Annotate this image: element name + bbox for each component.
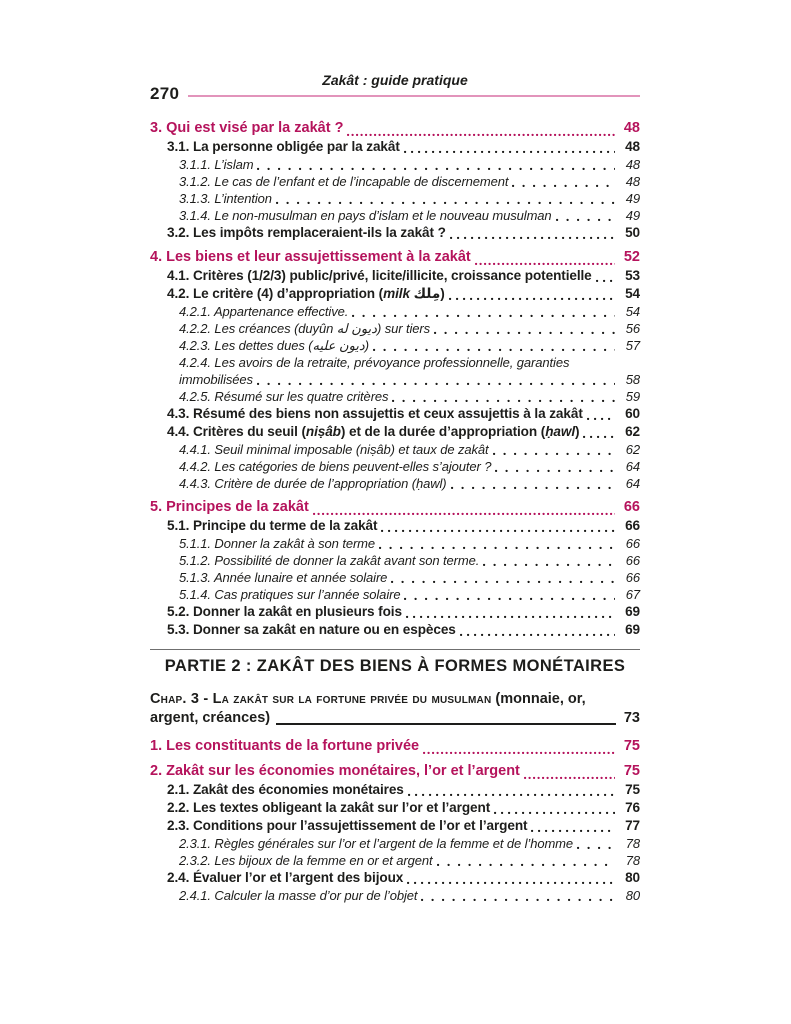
toc-entry-page: 56 bbox=[625, 321, 640, 336]
book-title: Zakât : guide pratique bbox=[322, 72, 468, 88]
toc-entry-label: 3. Qui est visé par la zakât ? bbox=[150, 120, 344, 136]
toc-entry bbox=[179, 207, 640, 224]
toc-entry-page: 80 bbox=[625, 888, 640, 903]
toc-entry-page: 58 bbox=[625, 372, 640, 387]
toc-entry-label: 2.2. Les textes obligeant la zakât sur l’or et l’argent bbox=[167, 800, 491, 815]
running-header bbox=[150, 72, 640, 103]
toc-entry-page: 48 bbox=[623, 120, 640, 136]
toc-entry-label: 2.1. Zakât des économies monétaires bbox=[167, 782, 404, 797]
toc-entry bbox=[167, 621, 640, 639]
toc-entry-page: 78 bbox=[625, 853, 640, 868]
toc-entry-label: 4.4.3. Critère de durée de l’appropriation (ḥawl) bbox=[179, 476, 447, 491]
dot-leader bbox=[407, 880, 615, 884]
chapter-title-smallcaps: Chap. 3 - La zakât sur la fortune privée du musulman bbox=[150, 691, 492, 707]
chapter-entry bbox=[150, 690, 640, 728]
toc-entry-page: 48 bbox=[625, 139, 640, 154]
dot-leader bbox=[531, 828, 615, 832]
toc-entry bbox=[150, 761, 640, 781]
toc-entry-page: 57 bbox=[625, 338, 640, 353]
dot-leader bbox=[493, 451, 615, 455]
dot-leader bbox=[347, 132, 615, 136]
chapter-underscore-leader bbox=[276, 723, 616, 725]
toc-entry bbox=[179, 475, 640, 492]
toc-entry-page: 66 bbox=[625, 518, 640, 533]
toc-entry bbox=[167, 423, 640, 441]
toc-entry-page: 64 bbox=[625, 476, 640, 491]
dot-leader bbox=[373, 347, 615, 351]
toc-entry bbox=[179, 552, 640, 569]
toc-entry-label: 3.1.2. Le cas de l’enfant et de l’incapable de discernement bbox=[179, 174, 509, 189]
toc-entry-label: immobilisées bbox=[179, 372, 253, 387]
dot-leader bbox=[391, 579, 615, 583]
toc-entry-label: 2.3. Conditions pour l’assujettissement de l’or et l’argent bbox=[167, 818, 528, 833]
dot-leader bbox=[379, 545, 615, 549]
toc-entry bbox=[167, 781, 640, 799]
toc-entry-page: 76 bbox=[625, 800, 640, 815]
chapter-title-continuation: argent, créances) bbox=[150, 710, 271, 726]
dot-leader bbox=[423, 750, 615, 754]
toc-entry-label: 2.3.1. Règles générales sur l’or et l’argent de la femme et de l’homme bbox=[179, 836, 574, 851]
toc-entry-label: 3.1.1. L’islam bbox=[179, 157, 254, 172]
toc-entry-page: 66 bbox=[625, 553, 640, 568]
toc-entry-label: 4.2.4. Les avoirs de la retraite, prévoyance professionnelle, garanties bbox=[179, 355, 570, 370]
dot-leader bbox=[434, 330, 615, 334]
toc-entry-page: 50 bbox=[625, 225, 640, 240]
toc-entry-page: 66 bbox=[623, 499, 640, 515]
toc-entry bbox=[179, 354, 640, 371]
toc-entry bbox=[167, 603, 640, 621]
dot-leader bbox=[313, 511, 615, 515]
toc-entry-page: 66 bbox=[625, 570, 640, 585]
toc-entry-label: 2.4. Évaluer l’or et l’argent des bijoux bbox=[167, 870, 404, 885]
dot-leader bbox=[392, 398, 615, 402]
dot-leader bbox=[404, 596, 615, 600]
part-title: PARTIE 2 : ZAKÂT DES BIENS À FORMES MONÉTAIRES bbox=[164, 657, 626, 675]
dot-leader bbox=[437, 862, 616, 866]
toc-entry-page: 49 bbox=[625, 191, 640, 206]
toc-entry bbox=[179, 441, 640, 458]
toc-part-2 bbox=[150, 736, 640, 904]
dot-leader bbox=[460, 632, 615, 636]
toc-entry-page: 62 bbox=[625, 424, 640, 439]
toc-entry bbox=[179, 586, 640, 603]
chapter-title-line2 bbox=[150, 709, 640, 728]
toc-entry-page: 69 bbox=[625, 622, 640, 637]
toc-entry-label: 2.3.2. Les bijoux de la femme en or et argent bbox=[179, 853, 433, 868]
toc-entry-page: 54 bbox=[625, 304, 640, 319]
toc-entry bbox=[167, 869, 640, 887]
toc-entry-label: 4.3. Résumé des biens non assujettis et ceux assujettis à la zakât bbox=[167, 406, 583, 421]
part-divider-rule bbox=[150, 649, 640, 650]
toc-entry bbox=[179, 569, 640, 586]
header-rule bbox=[188, 95, 640, 97]
toc-entry-page: 52 bbox=[623, 249, 640, 265]
toc-entry bbox=[179, 303, 640, 320]
toc-entry bbox=[167, 799, 640, 817]
toc-entry bbox=[179, 337, 640, 354]
toc-entry-label: 4. Les biens et leur assujettissement à la zakât bbox=[150, 249, 471, 265]
toc-entry bbox=[179, 190, 640, 207]
chapter-page: 73 bbox=[623, 710, 640, 726]
toc-entry-label: 4.4. Critères du seuil (niṣâb) et de la durée d’appropriation (ḥawl) bbox=[167, 424, 580, 439]
dot-leader bbox=[512, 183, 615, 187]
toc-entry-label: 1. Les constituants de la fortune privée bbox=[150, 738, 420, 754]
toc-entry-label: 4.2.3. Les dettes dues (ديون عليه) bbox=[179, 338, 369, 353]
toc-entry-label: 4.2.1. Appartenance effective. bbox=[179, 304, 349, 319]
dot-leader bbox=[449, 296, 615, 300]
toc-entry bbox=[150, 247, 640, 267]
toc-entry-page: 80 bbox=[625, 870, 640, 885]
toc-entry bbox=[167, 138, 640, 156]
toc-entry bbox=[179, 535, 640, 552]
toc-entry bbox=[167, 224, 640, 242]
toc-entry bbox=[167, 405, 640, 423]
dot-leader bbox=[381, 528, 615, 532]
toc-entry-label: 4.4.2. Les catégories de biens peuvent-elles s’ajouter ? bbox=[179, 459, 492, 474]
toc-entry-label: 5.1.3. Année lunaire et année solaire bbox=[179, 570, 388, 585]
dot-leader bbox=[406, 614, 615, 618]
toc-entry-page: 75 bbox=[623, 738, 640, 754]
chapter-title-rest: (monnaie, or, bbox=[495, 691, 586, 707]
dot-leader bbox=[257, 381, 615, 385]
toc-entry-page: 60 bbox=[625, 406, 640, 421]
toc-entry-label: 3.2. Les impôts remplaceraient-ils la zakât ? bbox=[167, 225, 446, 240]
toc-entry-label: 4.4.1. Seuil minimal imposable (niṣâb) et taux de zakât bbox=[179, 442, 489, 457]
toc-part-1 bbox=[150, 118, 640, 639]
dot-leader bbox=[556, 217, 615, 221]
dot-leader bbox=[596, 278, 615, 282]
toc-entry-page: 49 bbox=[625, 208, 640, 223]
toc-entry-label: 5.3. Donner sa zakât en nature ou en espèces bbox=[167, 622, 456, 637]
toc-entry-label: 5.1. Principe du terme de la zakât bbox=[167, 518, 378, 533]
toc-entry-page: 48 bbox=[625, 157, 640, 172]
toc-entry bbox=[179, 852, 640, 869]
dot-leader bbox=[408, 792, 615, 796]
toc-entry-label: 4.2.5. Résumé sur les quatre critères bbox=[179, 389, 389, 404]
toc-entry bbox=[179, 388, 640, 405]
dot-leader bbox=[257, 166, 615, 170]
dot-leader bbox=[352, 313, 615, 317]
dot-leader bbox=[451, 485, 615, 489]
dot-leader bbox=[583, 434, 615, 438]
toc-entry bbox=[167, 285, 640, 303]
toc-entry-page: 64 bbox=[625, 459, 640, 474]
dot-leader bbox=[587, 416, 615, 420]
toc-entry-page: 54 bbox=[625, 286, 640, 301]
toc-entry bbox=[150, 497, 640, 517]
dot-leader bbox=[494, 810, 615, 814]
toc-entry bbox=[179, 887, 640, 904]
toc-entry bbox=[179, 320, 640, 337]
toc-entry-page: 59 bbox=[625, 389, 640, 404]
toc-entry-page: 77 bbox=[625, 818, 640, 833]
toc-entry-label: 5.1.1. Donner la zakât à son terme bbox=[179, 536, 376, 551]
dot-leader bbox=[475, 261, 615, 265]
dot-leader bbox=[421, 897, 615, 901]
toc-entry-label: 5.1.4. Cas pratiques sur l’année solaire bbox=[179, 587, 401, 602]
dot-leader bbox=[276, 200, 615, 204]
dot-leader bbox=[524, 775, 615, 779]
dot-leader bbox=[483, 562, 615, 566]
toc-entry bbox=[167, 817, 640, 835]
toc-entry-page: 53 bbox=[625, 268, 640, 283]
toc-entry bbox=[150, 118, 640, 138]
toc-entry-label: 5. Principes de la zakât bbox=[150, 499, 309, 515]
toc-entry bbox=[179, 173, 640, 190]
toc-entry-page: 48 bbox=[625, 174, 640, 189]
chapter-title-line1 bbox=[150, 690, 640, 709]
dot-leader bbox=[495, 468, 615, 472]
dot-leader bbox=[577, 845, 615, 849]
toc-entry-page: 75 bbox=[623, 763, 640, 779]
toc-entry-page: 62 bbox=[625, 442, 640, 457]
toc-entry-page: 69 bbox=[625, 604, 640, 619]
toc-entry bbox=[167, 517, 640, 535]
toc-entry-label: 5.2. Donner la zakât en plusieurs fois bbox=[167, 604, 402, 619]
toc-entry-label: 4.2. Le critère (4) d’appropriation (milk مِلك) bbox=[167, 286, 445, 301]
toc-entry-page: 66 bbox=[625, 536, 640, 551]
toc-entry bbox=[150, 736, 640, 756]
dot-leader bbox=[450, 235, 615, 239]
toc-entry bbox=[167, 267, 640, 285]
toc-entry bbox=[179, 458, 640, 475]
toc-entry-label: 3.1.4. Le non-musulman en pays d’islam et le nouveau musulman bbox=[179, 208, 552, 223]
toc-entry-label: 5.1.2. Possibilité de donner la zakât avant son terme. bbox=[179, 553, 480, 568]
toc-entry-page: 78 bbox=[625, 836, 640, 851]
toc-entry bbox=[179, 156, 640, 173]
toc-entry-page: 75 bbox=[625, 782, 640, 797]
dot-leader bbox=[404, 149, 615, 153]
toc-entry-label: 2.4.1. Calculer la masse d’or pur de l’objet bbox=[179, 888, 418, 903]
toc-entry-label: 2. Zakât sur les économies monétaires, l’or et l’argent bbox=[150, 763, 520, 779]
toc-entry-label: 3.1. La personne obligée par la zakât bbox=[167, 139, 400, 154]
toc-entry-page: 67 bbox=[625, 587, 640, 602]
toc-entry-label: 4.1. Critères (1/2/3) public/privé, licite/illicite, croissance potentielle bbox=[167, 268, 592, 283]
page-number: 270 bbox=[150, 84, 180, 103]
toc-entry bbox=[179, 371, 640, 388]
toc-entry-label: 3.1.3. L’intention bbox=[179, 191, 272, 206]
toc-entry bbox=[179, 835, 640, 852]
toc-entry-label: 4.2.2. Les créances (duyûn ديون له) sur tiers bbox=[179, 321, 431, 336]
